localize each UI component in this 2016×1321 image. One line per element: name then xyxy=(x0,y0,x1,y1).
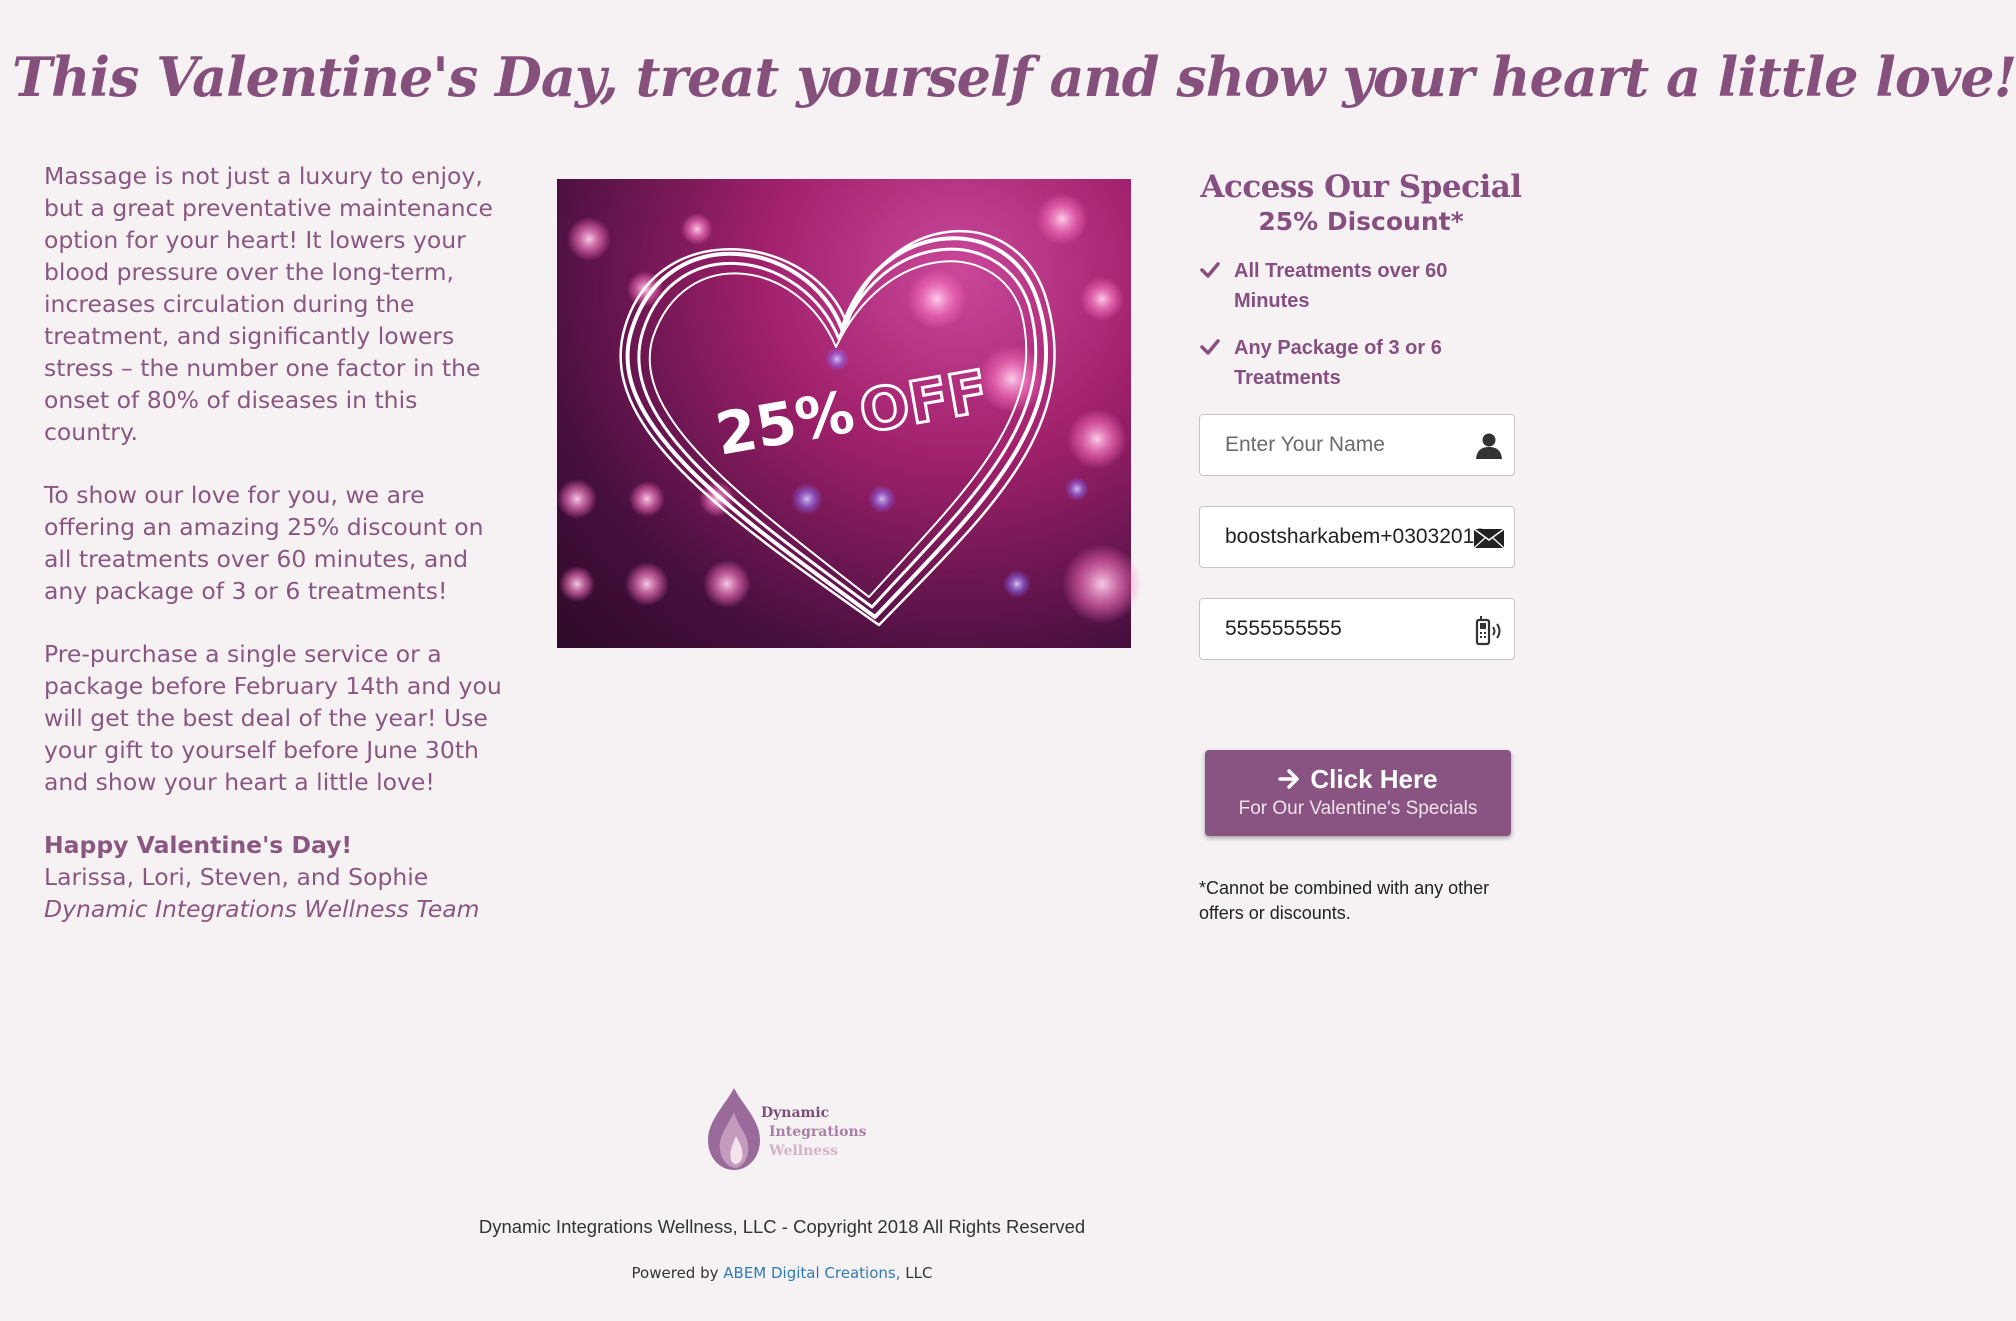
arrow-right-icon xyxy=(1278,768,1300,790)
envelope-icon xyxy=(1472,521,1506,555)
promo-image xyxy=(557,179,1131,648)
email-field[interactable] xyxy=(1199,506,1515,568)
powered-prefix: Powered by xyxy=(631,1264,724,1282)
phone-field[interactable] xyxy=(1199,598,1515,660)
cta-sublabel: For Our Valentine's Specials xyxy=(1238,798,1478,819)
greeting: Happy Valentine's Day! xyxy=(44,831,353,859)
person-icon xyxy=(1472,429,1506,463)
promo-percent: 25% xyxy=(710,377,860,469)
offer-bullet xyxy=(1196,333,1526,393)
copyright: Dynamic Integrations Wellness, LLC - Copyright 2018 All Rights Reserved xyxy=(478,1216,1086,1237)
disclaimer: *Cannot be combined with any other offers or discounts. xyxy=(1199,878,1490,923)
email-input[interactable] xyxy=(1200,507,1485,567)
check-icon xyxy=(1200,260,1220,280)
page-headline: This Valentine's Day, treat yourself and show your heart a little love! xyxy=(12,45,2016,109)
offer-title: Access Our Special xyxy=(1200,169,1522,205)
offer-panel xyxy=(1196,168,1526,410)
name-field[interactable] xyxy=(1199,414,1515,476)
cta-label: Click Here xyxy=(1310,764,1438,794)
valentine-specials-button[interactable] xyxy=(1205,750,1511,836)
logo-line: Integrations xyxy=(769,1124,867,1140)
intro-text xyxy=(44,160,504,925)
company-logo xyxy=(704,1086,867,1172)
team-name: Dynamic Integrations Wellness Team xyxy=(44,895,480,923)
offer-bullet-label: Any Package of 3 or 6 Treatments xyxy=(1234,337,1442,389)
name-input[interactable] xyxy=(1200,415,1485,475)
sign-off xyxy=(44,829,504,925)
offer-bullet xyxy=(1196,256,1526,316)
team-names: Larissa, Lori, Steven, and Sophie xyxy=(44,863,429,891)
logo-line: Wellness xyxy=(769,1143,838,1159)
cta-main xyxy=(1205,764,1511,794)
check-icon xyxy=(1200,337,1220,357)
logo-wordmark xyxy=(753,1104,867,1161)
intro-paragraph: Pre-purchase a single service or a package before February 14th and you will get the best deal of the year! Use your gift to yourself before June 30th and show your heart a little love! xyxy=(44,640,502,796)
offer-subtitle: 25% Discount* xyxy=(1258,207,1464,236)
offer-bullet-label: All Treatments over 60 Minutes xyxy=(1234,260,1448,312)
abem-link[interactable]: ABEM Digital Creations, xyxy=(723,1264,901,1282)
mobile-phone-icon xyxy=(1472,613,1506,647)
powered-suffix: LLC xyxy=(900,1264,933,1282)
promo-off: OFF xyxy=(854,356,993,447)
offer-bullets xyxy=(1196,256,1526,393)
intro-paragraph: Massage is not just a luxury to enjoy, but a great preventative maintenance option for your heart! It lowers your blood pressure over the long-term, increases circulation during the treatment, and significantly lowers stress – the number one factor in the onset of 80% of diseases in this country. xyxy=(44,162,493,446)
promo-graphic xyxy=(557,179,1131,648)
phone-input[interactable] xyxy=(1200,599,1485,659)
logo-line: Dynamic xyxy=(761,1105,830,1121)
intro-paragraph: To show our love for you, we are offering an amazing 25% discount on all treatments over 60 minutes, and any package of 3 or 6 treatments! xyxy=(44,481,484,605)
powered-by xyxy=(0,1264,1564,1282)
